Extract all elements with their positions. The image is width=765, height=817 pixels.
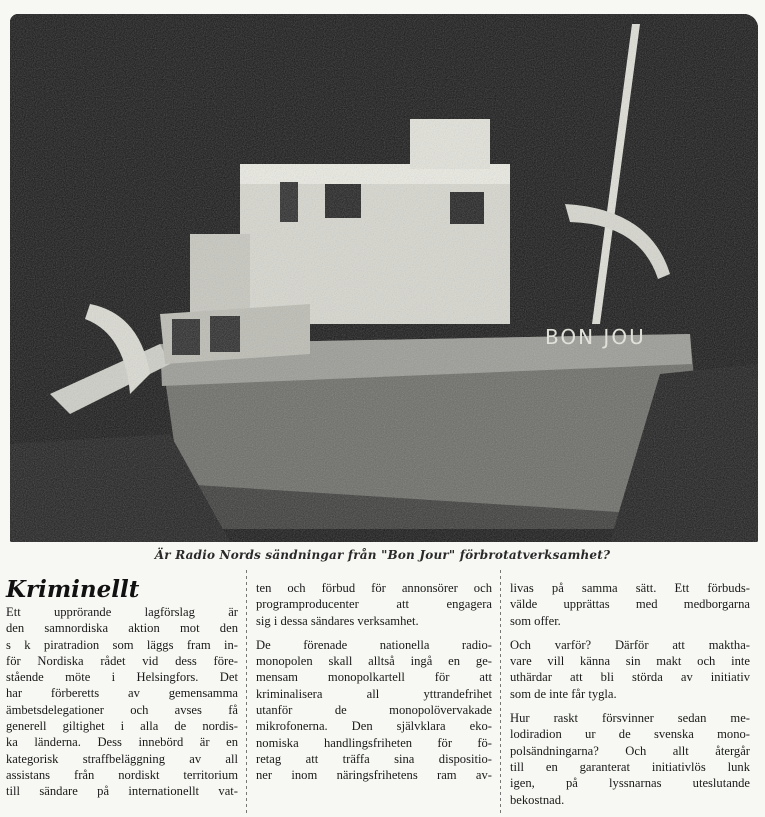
text-line: vare vill känna sin makt och inte xyxy=(510,654,750,669)
text-line: programproducenter att engagera xyxy=(256,597,492,612)
text-line: s k piratradion som läggs fram in- xyxy=(6,637,238,652)
text-line: uthärdar att bli störda av initiativ xyxy=(510,670,750,685)
text-line: välde upprättas med medborgarna xyxy=(510,597,750,612)
text-line: livas på samma sätt. Ett förbuds- xyxy=(510,581,750,595)
text-line: Och varför? Därför att maktha- xyxy=(510,637,750,652)
text-line: som de inte får tygla. xyxy=(510,686,617,701)
text-line: nomiska handlingsfriheten för fö- xyxy=(256,735,492,750)
column-rule-2 xyxy=(500,570,501,815)
text-line: kriminalisera all yttrandefrihet xyxy=(256,686,492,701)
article-headline: Kriminellt xyxy=(6,576,140,603)
text-line: utanför de monopolövervakade xyxy=(256,703,492,718)
ship-photo-drawing xyxy=(10,14,758,542)
text-line: ner inom näringsfrihetens ram av- xyxy=(256,768,492,783)
text-line: monopolen skall alltså ingå en ge- xyxy=(256,654,492,669)
text-line: ten och förbud för annonsörer och xyxy=(256,581,492,595)
text-line: till en garanterat initiativlös lunk xyxy=(510,759,750,774)
text-line: retag att träffa sina dispositio- xyxy=(256,751,492,766)
text-line: den samnordiska aktion mot den xyxy=(6,621,238,636)
paragraph-1 xyxy=(6,604,238,800)
article-column-3 xyxy=(510,580,750,808)
column-rule-1 xyxy=(246,570,247,815)
text-line: sig i dessa sändares verksamhet. xyxy=(256,613,419,628)
text-line: polsändningarna? Och allt återgår xyxy=(510,743,750,758)
text-line: assistans från nordiskt territorium xyxy=(6,767,238,782)
text-line: De förenade nationella radio- xyxy=(256,637,492,652)
text-line: mensam monopolkartell för att xyxy=(256,670,492,685)
text-line: bekostnad. xyxy=(510,792,565,807)
text-line: igen, på lyssnarnas uteslutande xyxy=(510,776,750,791)
paragraph-5 xyxy=(510,710,750,808)
text-line: Ett upprörande lagförslag är xyxy=(6,605,238,619)
paragraph-2-cont xyxy=(256,580,492,629)
text-line: lodiradion ur de svenska mono- xyxy=(510,727,750,742)
paragraph-3-cont xyxy=(510,580,750,629)
text-line: stående möte i Helsingfors. Det xyxy=(6,670,238,685)
text-line: generell giltighet i alla de nordis- xyxy=(6,719,238,734)
text-line: kategorisk straffbeläggning av all xyxy=(6,751,238,766)
text-line: Hur raskt försvinner sedan me- xyxy=(510,711,750,726)
article-column-1 xyxy=(6,604,238,800)
text-line: har förberetts av gemensamma xyxy=(6,686,238,701)
article-column-2 xyxy=(256,580,492,784)
text-line: ämbetsdelegationer och avses få xyxy=(6,702,238,717)
paragraph-3 xyxy=(256,637,492,784)
photo-caption: Är Radio Nords sändningar från "Bon Jour" förbrotatverksamhet? xyxy=(154,548,611,562)
text-line: till sändare på internationellt vat- xyxy=(6,784,238,799)
text-line: som offer. xyxy=(510,613,561,628)
text-line: för Nordiska rådet vid dess före- xyxy=(6,653,238,668)
paragraph-4 xyxy=(510,637,750,702)
ship-photo xyxy=(10,14,758,542)
text-line: mikrofonerna. Den självklara eko- xyxy=(256,719,492,734)
text-line: ka länderna. Dess innebörd är en xyxy=(6,735,238,750)
